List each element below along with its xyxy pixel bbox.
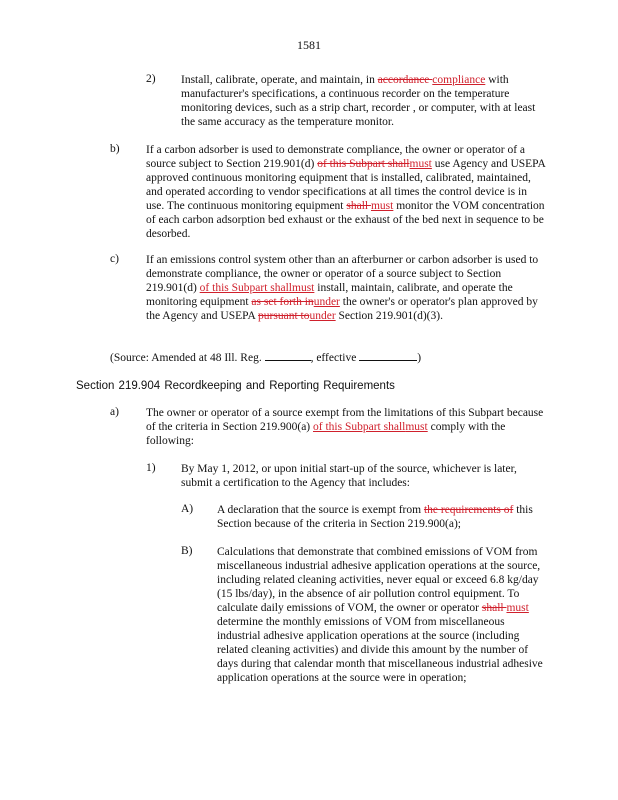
blank-line [359,350,417,361]
item-b-text: If a carbon adsorber is used to demonstrate compliance, the owner or operator of a source subject to Section 219.901(d) of this Subpart shallmust use Agency and USEPA approved continuous monitoring equipment that is installed, calibrated, maintained, and operated according to vendor specifications at all times the control device is in use. The continuous monitoring equipment shall must monitor the VOM concentration of each carbon adsorption bed exhaust or the exhaust of the bed next in sequence to be desorbed. [146,144,546,240]
item-c-text: If an emissions control system other than an afterburner or carbon adsorber is used to demonstrate compliance, the owner or operator of a source subject to Section 219.901(d) of this Subpart shallmust install, maintain, calibrate, and operate the monitoring equipment as set forth inunder the owner's or operator's plan approved by the Agency and USEPA pursuant tounder Section 219.901(d)(3). [146,254,539,322]
inserted-text: must [405,421,428,433]
item-b-label: b) [110,143,120,155]
deleted-text: the requirements of [423,504,514,516]
item-c-label: c) [110,253,119,265]
item-2-label: 2) [146,73,156,85]
page-number: 1581 [297,38,321,52]
item-1-label: 1) [146,462,156,474]
inserted-text: of this Subpart shall [313,421,406,433]
inserted-text: must [292,282,315,294]
inserted-text: compliance [432,74,486,86]
item-A-text: A declaration that the source is exempt from the requirements of this Section because of the criteria in Section 219.900(a); [217,504,533,530]
deleted-text: shall [481,602,507,614]
item-1-text: By May 1, 2012, or upon initial start-up of the source, whichever is later, submit a certification to the Agency that includes: [181,463,517,489]
inserted-text: under [313,296,340,308]
item-A-label: A) [181,503,194,515]
inserted-text: of this Subpart shall [199,282,292,294]
item-2-text: Install, calibrate, operate, and maintain, in accordance compliance with manufacturer's specifications, a continuous recorder on the temperature monitoring devices, such as a strip chart, recorder , or computer, with at least the same accuracy as the temperature monitor. [181,74,536,128]
section-heading: Section 219.904 Recordkeeping and Reporting Requirements [76,380,395,392]
deleted-text: shall [346,200,371,212]
deleted-text: accordance [377,74,433,86]
inserted-text: must [370,200,394,212]
inserted-text: must [506,602,529,614]
inserted-text: under [309,310,336,322]
source-note: (Source: Amended at 48 Ill. Reg. , effective ) [110,352,422,364]
item-a-label: a) [110,406,119,418]
item-a-text: The owner or operator of a source exempt from the limitations of this Subpart because of the criteria in Section 219.900(a) of this Subpart shallmust comply with the following: [146,407,544,447]
deleted-text: of this Subpart shall [317,158,410,170]
item-B-text: Calculations that demonstrate that combined emissions of VOM from miscellaneous industrial adhesive application operations at the source, including related cleaning activities, never equal or exceed 6.8 kg/day (15 lbs/day), in the absence of air pollution control equipment. To calculate daily emissions of VOM, the owner or operator shall must determine the monthly emissions of VOM from miscellaneous industrial adhesive application operations at the source (including related cleaning activities) and divide this amount by the number of days during that calendar month that miscellaneous industrial adhesive application operations at the source were in operation; [217,546,543,684]
blank-line [265,350,311,361]
inserted-text: must [409,158,432,170]
deleted-text: pursuant to [258,310,310,322]
item-B-label: B) [181,545,193,557]
deleted-text: as set forth in [251,296,314,308]
